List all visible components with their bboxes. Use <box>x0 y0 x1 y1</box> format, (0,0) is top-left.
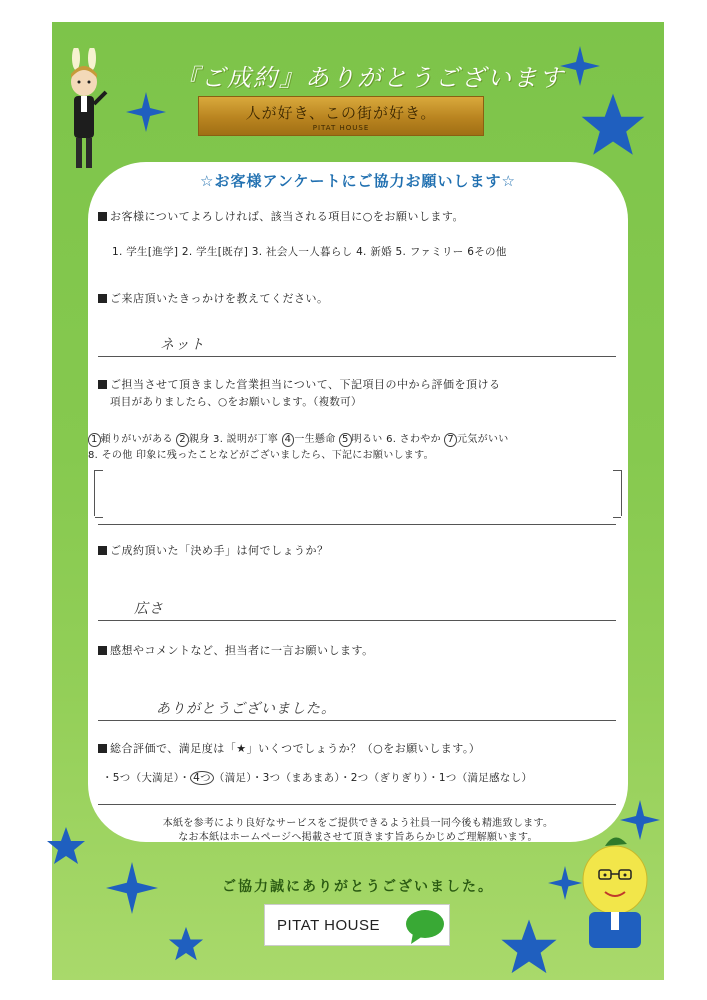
option-text: 親身 <box>188 434 210 445</box>
question-3-label-line2: 項目がありましたら、○をお願いします。（複数可） <box>110 396 362 408</box>
question-2 <box>98 290 329 306</box>
question-2-answer: ネット <box>160 337 205 353</box>
note-line-1: 本紙を参考により良好なサービスをご提供できるよう社員一同今後も精進致します。 <box>162 818 554 829</box>
rating-option: （満足）・3つ（まあまあ）・2つ（ぎりぎり）・1つ（満足感なし） <box>213 772 533 784</box>
header-title: 『ご成約』ありがとうございます <box>175 64 565 92</box>
question-3-label-line1: ご担当させて頂きました営業担当について、下記項目の中から評価を頂ける <box>110 378 501 391</box>
logo-text: PITAT HOUSE <box>277 917 381 934</box>
survey-panel <box>88 162 628 842</box>
brand-logo <box>264 904 450 946</box>
option-text: 頼りがいがある <box>100 434 173 445</box>
question-6 <box>98 740 480 756</box>
option-text: 3. 説明が丁寧 <box>213 434 279 445</box>
question-1-label: お客様についてよろしければ、該当される項目に○をお願いします。 <box>110 210 464 223</box>
question-3-options <box>88 430 509 447</box>
rating-selected: 4つ <box>190 771 214 785</box>
question-3-other: 8. その他 印象に残ったことなどがございましたら、下記にお願いします。 <box>88 450 434 461</box>
question-6-options <box>102 770 532 785</box>
answer-line <box>98 720 616 721</box>
question-2-label: ご来店頂いたきっかけを教えてください。 <box>110 292 329 305</box>
answer-line <box>98 620 616 621</box>
star-icon <box>580 92 646 158</box>
question-5 <box>98 642 374 658</box>
mascot-lemon-illustration <box>575 828 655 958</box>
speech-bubble-logo-icon <box>405 909 445 945</box>
rating-option: ・5つ（大満足）・ <box>102 772 191 784</box>
answer-line <box>98 356 616 357</box>
survey-title: ☆お客様アンケートにご協力お願いします☆ <box>200 172 516 190</box>
question-4-answer: 広さ <box>134 601 164 617</box>
question-4-label: ご成約頂いた「決め手」は何でしょうか？ <box>110 544 329 557</box>
option-circle: 7 <box>444 433 457 447</box>
option-circle: 5 <box>339 433 352 447</box>
option-circle: 1 <box>88 433 101 447</box>
option-circle: 2 <box>176 433 189 447</box>
mascot-rabbit-illustration <box>60 48 110 178</box>
answer-line <box>98 524 616 525</box>
answer-line <box>98 804 616 805</box>
question-5-answer: ありがとうございました。 <box>156 701 336 717</box>
question-1-options: 1. 学生[進学] 2. 学生[既存] 3. 社会人一人暮らし 4. 新婚 5. ファミリー 6その他 <box>112 246 507 258</box>
star-icon <box>168 926 204 962</box>
thanks-message: ご協力誠にありがとうございました。 <box>222 879 494 895</box>
option-text: 6. さわやか <box>386 434 441 445</box>
option-text: 元気がいい <box>457 434 509 445</box>
star-icon <box>500 918 558 976</box>
question-6-label: 総合評価で、満足度は「★」いくつでしょうか？（○をお願いします。） <box>110 742 481 755</box>
option-circle: 4 <box>282 433 295 447</box>
star-icon <box>126 92 166 132</box>
question-4 <box>98 542 329 558</box>
option-text: 一生懸命 <box>294 434 336 445</box>
comment-box <box>94 470 622 516</box>
question-3 <box>98 376 501 392</box>
note-line-2: なお本紙はホームページへ掲載させて頂きます旨あらかじめご理解願います。 <box>178 832 538 843</box>
option-text: 明るい <box>351 434 383 445</box>
slogan-text: 人が好き、この街が好き。 <box>245 104 437 122</box>
slogan-banner <box>198 96 484 136</box>
question-5-label: 感想やコメントなど、担当者に一言お願いします。 <box>110 644 374 657</box>
banner-brand: PITAT HOUSE <box>312 124 370 132</box>
star-icon <box>46 826 86 866</box>
question-1 <box>98 208 464 224</box>
